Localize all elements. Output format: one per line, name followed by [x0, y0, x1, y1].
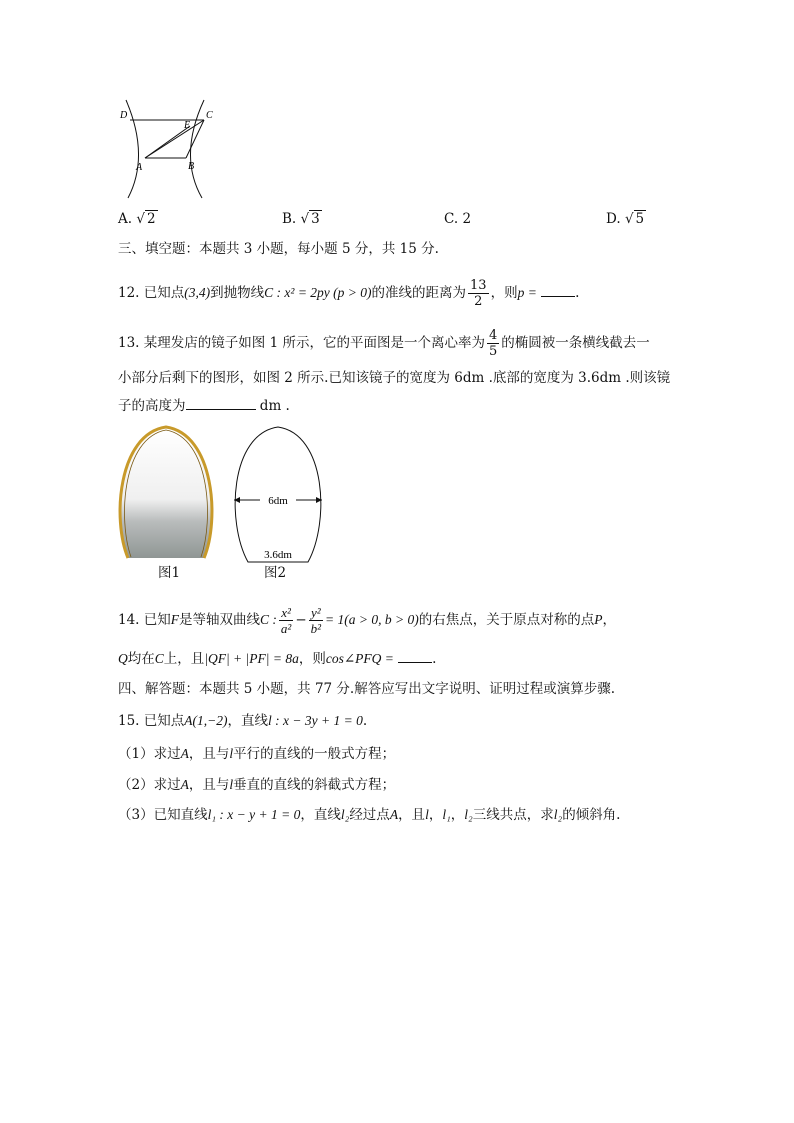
q15-line-l2: l₂	[340, 807, 350, 822]
q15-line-l2: l₂	[553, 807, 563, 822]
q14-end: .	[432, 651, 437, 667]
q15-line-l: l	[425, 807, 429, 822]
q12-text: 的准线的距离为	[371, 285, 467, 301]
q15-text: ，	[428, 807, 443, 823]
figure1-caption: 图1	[158, 565, 181, 581]
q11-figure	[118, 96, 228, 200]
q15-text: 已知点	[143, 713, 185, 729]
q13-answer-blank[interactable]	[186, 397, 256, 410]
question-14-line1	[118, 605, 616, 636]
q12-point: (3,4)	[184, 285, 211, 300]
q15-text: ，且与	[188, 746, 230, 762]
q14-focus: F	[170, 612, 180, 627]
q14-text: 是等轴双曲线	[179, 612, 261, 628]
q14-text: ，	[602, 612, 616, 628]
width-label: 6dm	[268, 495, 288, 507]
q14-curve-name: C :	[260, 612, 277, 627]
q11-option-b	[282, 211, 322, 227]
q14-text: 的右焦点，关于原点对称的点	[418, 612, 595, 628]
q15-text: ，直线	[227, 713, 269, 729]
q13-text: dm .	[259, 398, 290, 414]
question-14-line2	[118, 650, 436, 668]
question-15-part1	[118, 745, 395, 763]
label-e: E	[184, 120, 191, 131]
q13-fraction: $\frac{4}{5}$	[488, 328, 498, 359]
q12-answer-blank[interactable]	[541, 284, 575, 297]
mirror-frame	[120, 427, 212, 558]
q12-end: .	[575, 285, 580, 301]
q15-line-l2: l₂	[464, 807, 473, 822]
q14-point-p: P	[594, 612, 603, 627]
q14-text: 已知	[143, 612, 171, 628]
q14-curve-c: C	[154, 651, 164, 666]
q15-text: 的倾斜角.	[562, 807, 621, 823]
option-letter: A.	[118, 211, 133, 227]
sqrt-expression: √ 5	[624, 211, 645, 227]
label-a: A	[136, 162, 143, 173]
q15-number: 15.	[118, 713, 140, 729]
q15-point-a: A(1,−2)	[184, 713, 228, 728]
q15-point-a: A	[389, 807, 399, 822]
q15-text: ，且	[398, 807, 426, 823]
q15-text: ，直线	[300, 807, 341, 823]
hyperbola-right-branch	[190, 100, 204, 198]
q14-fraction-x: $\frac{\text{x²}}{\text{a²}}$	[280, 605, 292, 636]
hyperbola-left-branch	[126, 100, 139, 198]
q13-text: 某理发店的镜子如图 1 所示，它的平面图是一个离心率为	[143, 335, 485, 351]
q15-text: （1）求过	[118, 746, 181, 762]
q12-fraction: $\frac{13}{2}$	[470, 278, 487, 309]
q14-equation: = 1(a > 0, b > 0)	[325, 612, 419, 627]
q13-text: 子的高度为	[118, 398, 186, 414]
question-13-line2: 小部分后剩下的图形，如图 2 所示.已知该镜子的宽度为 6dm .底部的宽度为 3.6dm .则该镜	[118, 370, 671, 386]
q14-fraction-y: $\frac{\text{y²}}{\text{b²}}$	[310, 605, 322, 636]
q14-condition: |QF| + |PF| = 8a	[204, 651, 299, 666]
q15-line-l1: l₁	[442, 807, 451, 822]
q12-curve: C : x² = 2py (p > 0)	[264, 285, 372, 300]
q14-answer-blank[interactable]	[398, 650, 432, 663]
q15-text: 垂直的直线的斜截式方程；	[233, 777, 396, 793]
q15-line-l: l	[229, 777, 234, 792]
q13-figure2-diagram	[230, 424, 326, 564]
q11-option-c	[444, 211, 471, 227]
question-13-line3	[118, 397, 290, 415]
question-13-line1	[118, 328, 650, 359]
q15-text: 经过点	[349, 807, 390, 823]
option-value: 2	[462, 211, 472, 227]
option-letter: B.	[282, 211, 297, 227]
question-15-part2	[118, 776, 395, 794]
q14-text: 均在	[127, 651, 155, 667]
q15-text: 三线共点，求	[472, 807, 554, 823]
q15-line-l: l : x − 3y + 1 = 0	[268, 713, 363, 728]
q11-option-a	[118, 211, 158, 227]
question-15-part3	[118, 806, 620, 824]
section4-heading: 四、解答题：本题共 5 小题，共 77 分.解答应写出文字说明、证明过程或演算步骤.	[118, 681, 616, 697]
option-letter: C.	[444, 211, 459, 227]
q15-point-a: A	[180, 746, 189, 761]
section3-heading: 三、填空题：本题共 3 小题，每小题 5 分，共 15 分.	[118, 241, 439, 257]
q13-number: 13.	[118, 335, 140, 351]
sqrt-expression: √ 3	[300, 211, 320, 227]
q12-text: 已知点	[143, 285, 185, 301]
q12-text: ，则	[490, 285, 518, 301]
q12-number: 12.	[118, 285, 140, 301]
question-12	[118, 278, 579, 309]
sqrt-expression: √ 2	[136, 211, 156, 227]
q14-cos-expression: cos∠PFQ =	[325, 651, 394, 666]
bottom-width-label: 3.6dm	[264, 549, 292, 561]
q13-figure1-mirror	[118, 424, 214, 562]
option-letter: D.	[606, 211, 621, 227]
figure2-caption: 图2	[264, 565, 287, 581]
q14-minus: −	[295, 612, 307, 628]
q15-text: （3）已知直线	[118, 807, 208, 823]
q14-text: 上，且	[163, 651, 205, 667]
q11-option-d	[606, 211, 646, 227]
q15-end: .	[362, 713, 368, 729]
q15-text: ，	[450, 807, 465, 823]
label-d: D	[120, 110, 128, 121]
q13-text: 的椭圆被一条横线截去一	[501, 335, 650, 351]
q12-var: p =	[517, 285, 537, 300]
q15-line-l1: l₁ : x − y + 1 = 0	[207, 807, 301, 822]
q15-line-l: l	[229, 746, 234, 761]
q14-text: ，则	[298, 651, 326, 667]
label-b: B	[188, 161, 195, 172]
q15-text: （2）求过	[118, 777, 181, 793]
q15-text: ，且与	[188, 777, 230, 793]
q15-point-a: A	[180, 777, 189, 792]
question-15-stem	[118, 712, 367, 730]
q14-number: 14.	[118, 612, 140, 628]
label-c: C	[206, 110, 213, 121]
q12-text: 到抛物线	[210, 285, 265, 301]
q15-text: 平行的直线的一般式方程；	[233, 746, 396, 762]
q14-point-q: Q	[118, 651, 128, 666]
